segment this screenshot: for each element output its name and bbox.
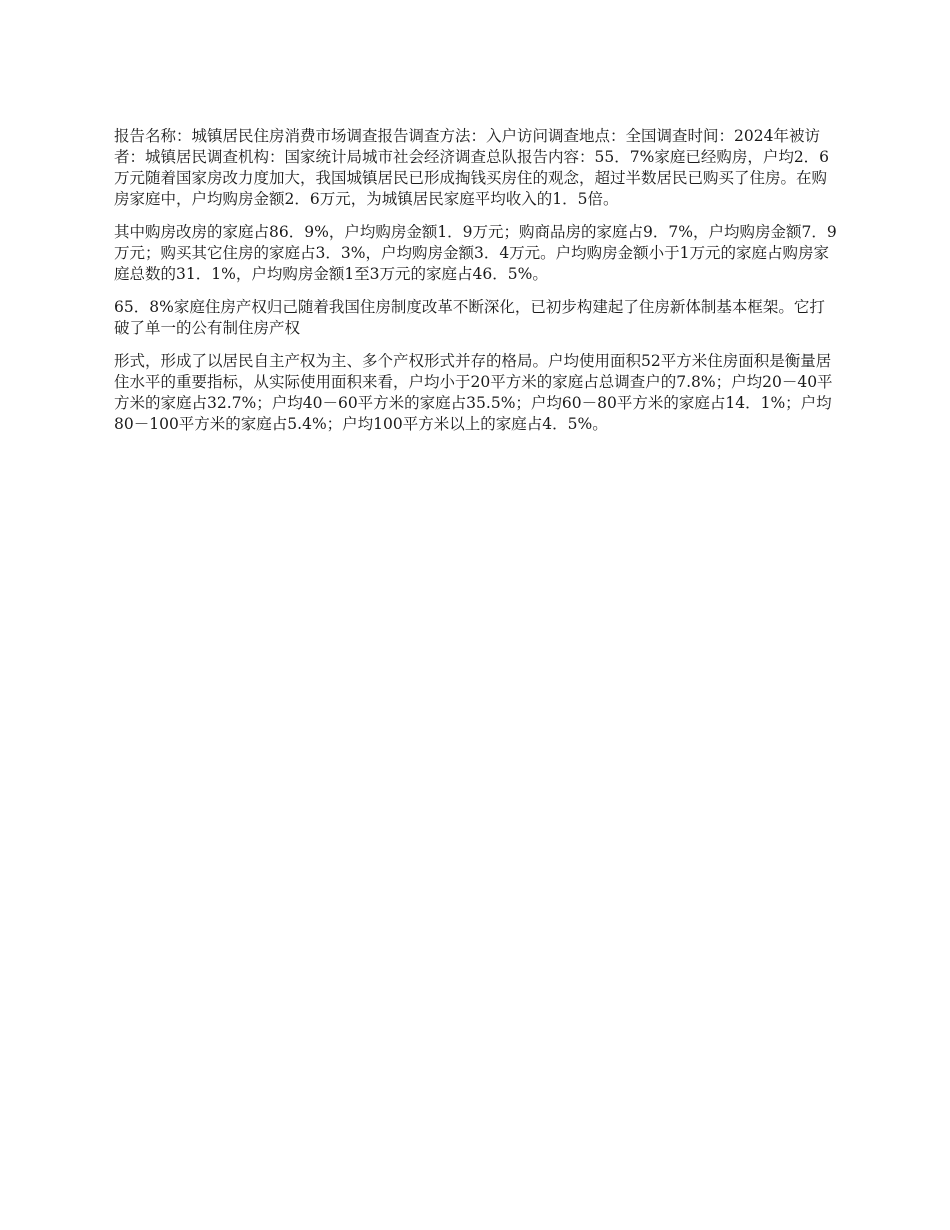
paragraph-report-summary: 报告名称：城镇居民住房消费市场调查报告调查方法：入户访问调查地点：全国调查时间：2024年被访者：城镇居民调查机构：国家统计局城市社会经济调查总队报告内容：55．7%家庭已经购房，户均2．6万元随着国家房改力度加大，我国城镇居民已形成掏钱买房住的观念，超过半数居民已购买了住房。在购房家庭中，户均购房金额2．6万元，为城镇居民家庭平均收入的1．5倍。 bbox=[114, 127, 830, 208]
paragraph-property-rights: 65．8%家庭住房产权归己随着我国住房制度改革不断深化，已初步构建起了住房新体制基本框架。它打破了单一的公有制住房产权 bbox=[114, 298, 825, 337]
document-body bbox=[114, 126, 840, 447]
paragraph-living-area: 形式，形成了以居民自主产权为主、多个产权形式并存的格局。户均使用面积52平方米住房面积是衡量居住水平的重要指标，从实际使用面积来看，户均小于20平方米的家庭占总调查户的7.8%；户均20－40平方米的家庭占32.7%；户均40－60平方米的家庭占35.5%；户均60－80平方米的家庭占14．1%；户均80－100平方米的家庭占5.4%；户均100平方米以上的家庭占4．5%。 bbox=[114, 352, 833, 433]
paragraph-purchase-breakdown: 其中购房改房的家庭占86．9%，户均购房金额1．9万元；购商品房的家庭占9．7%，户均购房金额7．9万元；购买其它住房的家庭占3．3%，户均购房金额3．4万元。户均购房金额小于1万元的家庭占购房家庭总数的31．1%，户均购房金额1至3万元的家庭占46．5%。 bbox=[114, 223, 837, 283]
